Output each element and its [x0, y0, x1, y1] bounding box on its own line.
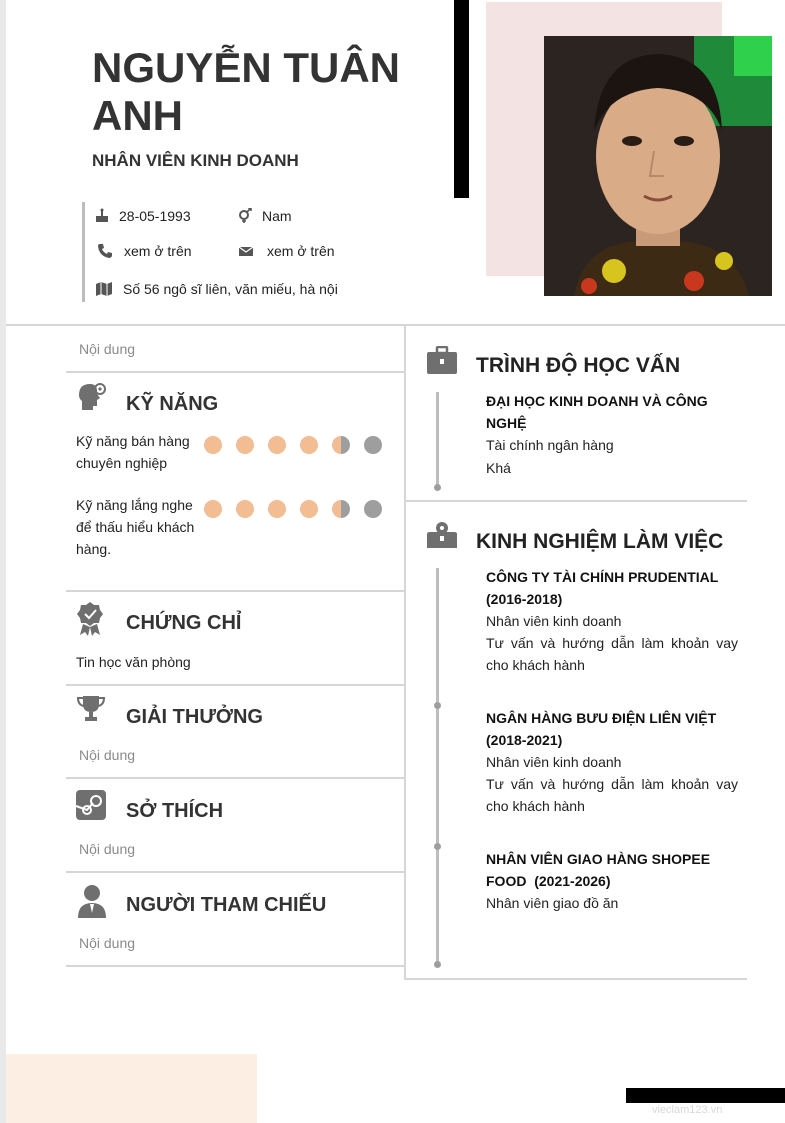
skill-1-dot [364, 436, 382, 454]
column-divider [404, 326, 406, 980]
phone-value[interactable]: xem ở trên [124, 243, 192, 259]
awards-content: Nội dung [79, 747, 136, 763]
skill-2-dot [268, 500, 286, 518]
divider-experience [406, 978, 747, 980]
watermark: vieclam123.vn [652, 1104, 723, 1116]
job-1-role: Nhân viên kinh doanh [486, 613, 622, 629]
candidate-title: NHÂN VIÊN KINH DOANH [92, 151, 299, 170]
experience-title: KINH NGHIỆM LÀM VIỆC [476, 530, 724, 553]
black-vertical-bar [454, 0, 469, 198]
education-timeline-dot [434, 484, 441, 491]
person-icon [76, 883, 108, 919]
skill-1-rating [198, 436, 388, 456]
experience-timeline-dot-1 [434, 702, 441, 709]
email-value[interactable]: xem ở trên [267, 243, 335, 259]
cake-icon [94, 208, 110, 224]
certificates-title: CHỨNG CHỈ [126, 612, 242, 634]
job-3-role: Nhân viên giao đồ ăn [486, 895, 619, 911]
hobbies-content: Nội dung [79, 841, 136, 857]
gender-icon [237, 208, 253, 224]
profile-photo [544, 36, 772, 296]
objective-placeholder: Nội dung [79, 341, 136, 357]
map-icon [95, 281, 113, 297]
skill-1-dot [332, 436, 350, 454]
divider-skills [66, 590, 404, 592]
candidate-name: NGUYỄN TUÂN ANH [92, 44, 401, 139]
divider-objective [66, 371, 404, 373]
skill-1-dot [236, 436, 254, 454]
steam-icon [76, 790, 106, 820]
education-title: TRÌNH ĐỘ HỌC VẤN [476, 354, 681, 377]
black-footer-bar [626, 1088, 785, 1103]
references-content: Nội dung [79, 935, 136, 951]
header-divider [6, 324, 785, 326]
skill-2-dot [236, 500, 254, 518]
experience-timeline-dot-2 [434, 843, 441, 850]
education-grade: Khá [486, 460, 511, 476]
skill-1-dot [300, 436, 318, 454]
skill-2-dot [204, 500, 222, 518]
references-title: NGƯỜI THAM CHIẾU [126, 894, 327, 916]
briefcase-icon [426, 346, 458, 376]
divider-education [406, 500, 747, 502]
hobbies-title: SỞ THÍCH [126, 800, 224, 822]
education-school: ĐẠI HỌC KINH DOANH VÀ CÔNG NGHỆ [486, 393, 708, 431]
divider-awards [66, 777, 404, 779]
phone-icon [97, 243, 113, 259]
skill-2-rating [198, 500, 388, 520]
certificates-content: Tin học văn phòng [76, 654, 191, 670]
education-major: Tài chính ngân hàng [486, 437, 614, 453]
experience-timeline-dot-3 [434, 961, 441, 968]
job-2-company: NGÂN HÀNG BƯU ĐIỆN LIÊN VIỆT (2018-2021) [486, 710, 717, 748]
email-icon [238, 243, 254, 259]
skill-1-dot [204, 436, 222, 454]
skill-2-dot [300, 500, 318, 518]
job-3-company: NHÂN VIÊN GIAO HÀNG SHOPEE FOOD (2021-2026) [486, 851, 714, 889]
skill-1-label: Kỹ năng bán hàng chuyên nghiệp [76, 433, 190, 471]
education-timeline [436, 392, 439, 488]
skills-title: KỸ NĂNG [126, 393, 219, 415]
skill-2-label: Kỹ năng lắng nghe để thấu hiểu khách hàng. [76, 497, 195, 557]
divider-certificates [66, 684, 404, 686]
info-accent-bar [82, 202, 85, 302]
job-1-desc: Tư vấn và hướng dẫn làm khoản vay cho khách hành [486, 635, 738, 673]
job-2-role: Nhân viên kinh doanh [486, 754, 622, 770]
birthday-value: 28-05-1993 [119, 208, 191, 224]
head-gear-icon [76, 382, 108, 412]
awards-title: GIẢI THƯỞNG [126, 706, 263, 728]
award-badge-icon [76, 601, 104, 637]
skill-2-dot [364, 500, 382, 518]
gender-value: Nam [262, 208, 292, 224]
address-value: Số 56 ngô sĩ liên, văn miếu, hà nội [123, 281, 338, 297]
skill-1-dot [268, 436, 286, 454]
divider-references [66, 965, 404, 967]
skill-2-dot [332, 500, 350, 518]
peach-footer-block [6, 1054, 257, 1123]
profile-photo-art [544, 36, 772, 296]
trophy-icon [76, 694, 106, 724]
job-1-company: CÔNG TY TÀI CHÍNH PRUDENTIAL (2016-2018) [486, 569, 719, 607]
job-2-desc: Tư vấn và hướng dẫn làm khoản vay cho khách hành [486, 776, 738, 814]
worker-icon [426, 520, 458, 550]
divider-hobbies [66, 871, 404, 873]
experience-timeline [436, 568, 439, 964]
